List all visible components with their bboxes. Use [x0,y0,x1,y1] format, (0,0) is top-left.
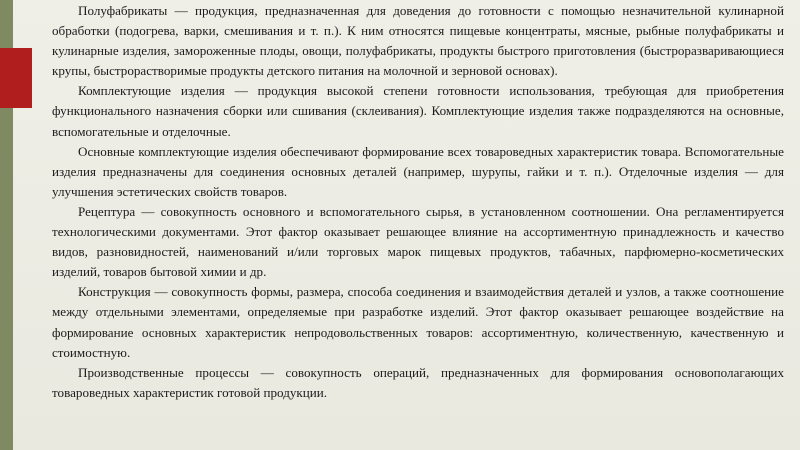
paragraph-component-products: Комплектующие изделия — продукция высокой степени готовности использования, требующая для приобретения функционального назначения сборки или сшивания (склеивания). Комплектующие изделия также подразделяются на основные, вспомогательные и отделочные. [52,83,784,139]
paragraph-semi-finished-products: Полуфабрикаты — продукция, предназначенная для доведения до готовности с помощью незначительной кулинарной обработки (подогрева, варки, смешивания и т. п.). К ним относятся пищевые концентраты, мясные, рыбные полуфабрикаты и кулинарные изделия, замороженные плоды, овощи, полуфабрикаты, продукты быстрого приготовления (быстроразваривающиеся крупы, быстрорастворимые продукты детского питания на молочной и зерновой основах). [52,3,784,79]
paragraph-production-processes: Производственные процессы — совокупность операций, предназначенных для формирования основополагающих товароведных характеристик готовой продукции. [52,364,784,400]
paragraph-construction: Конструкция — совокупность формы, размера, способа соединения и взаимодействия деталей и узлов, а также соотношение между отдельными элементами, определяемые при разработке изделий. Этот фактор оказывает решающее воздействие на формирование основных характеристик непродовольственных товаров: ассортиментную, количественную, качественную и стоимостную. [52,284,784,360]
accent-block-decoration [0,48,32,108]
paragraph-recipe: Рецептура — совокупность основного и вспомогательного сырья, в установленном соотношении. Она регламентируется технологическими документами. Этот фактор оказывает решающее влияние на ассортиментную принадлежность и качество видов, разновидностей, наименований и/или торговых марок пищевых продуктов, табачных, парфюмерно-косметических изделий, товаров бытовой химии и др. [52,203,784,280]
paragraph-main-components: Основные комплектующие изделия обеспечивают формирование всех товароведных характеристик товара. Вспомогательные изделия предназначены для соединения основных деталей (например, шурупы, гайки и т. п.). Отделочные изделия — для улучшения эстетических свойств товаров. [52,143,784,199]
body-text [52,0,784,403]
